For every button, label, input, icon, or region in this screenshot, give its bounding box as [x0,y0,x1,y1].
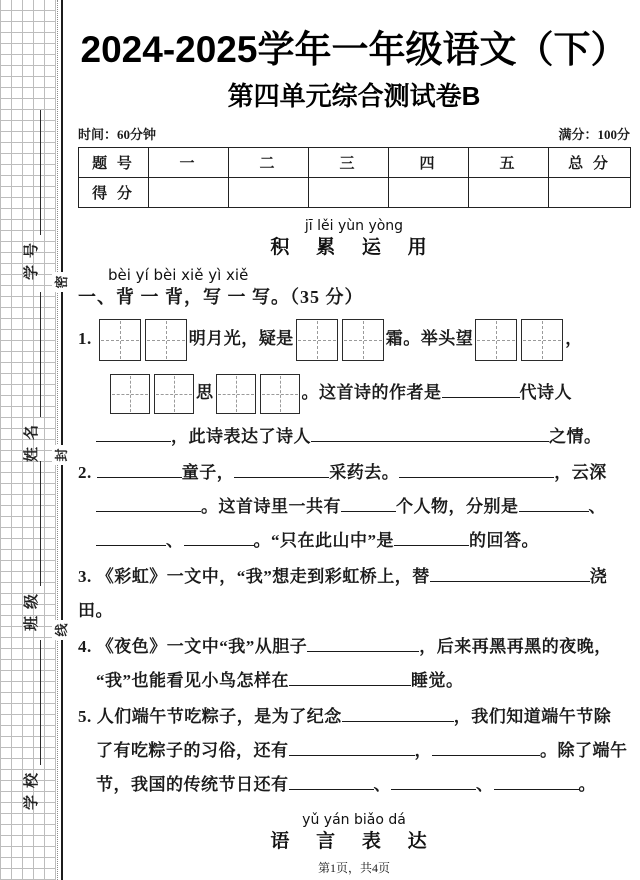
score-table-score-row [79,178,631,208]
seal-char-feng: 封 [52,445,72,465]
question-text: 浇田。 [78,567,608,620]
school-label: 学校 [24,765,40,810]
full-score-label: 满分：100分 [558,127,630,142]
answer-blank [442,380,520,398]
tianzige-writing-box [342,319,384,361]
header-cell-5: 五 [469,148,549,178]
question-text: 。“只在此山中”是 [253,531,394,550]
score-cell [149,178,229,208]
question-number: 2. [78,463,92,482]
question-text: 代诗人 [519,383,572,402]
question-one-title: 一、背 一 背，写 一 写。（35 分） [78,287,364,307]
section-accumulation [78,217,630,261]
question-text: 的回答。 [469,531,539,550]
question-text: ，后来再黑再黑的夜晚， [419,637,612,656]
answer-blank [494,772,579,790]
answer-blank [96,424,171,442]
seal-char-mi: 密 [52,272,72,292]
answer-blank [97,460,182,478]
question-text: 。这首诗里一共有 [201,497,341,516]
tianzige-writing-box [475,319,517,361]
score-row-label: 得 分 [79,178,149,208]
header-cell-2: 二 [229,148,309,178]
question-line [78,420,630,454]
question-text: 人们端午节吃粽子，是为了纪念 [96,707,342,726]
question-line [78,734,630,768]
header-cell-3: 三 [309,148,389,178]
school-blank [25,640,41,765]
footer-page-indicator: 第1页，共4页 [317,861,390,875]
question-text: 霜。举头望 [385,329,474,348]
header-cell-1: 一 [149,148,229,178]
answer-blank [519,494,589,512]
tianzige-writing-box [154,374,194,414]
answer-blank [289,772,374,790]
seal-char-xian: 线 [52,620,72,640]
question-text: ，此诗表达了诗人 [171,427,311,446]
section-accumulation-pinyin: jī lěi yùn yòng [304,218,404,234]
tianzige-writing-box [110,374,150,414]
score-cell [309,178,389,208]
time-label: 时间：60分钟 [78,127,157,142]
question-one-pinyin: bèi yí bèi xiě yì xiě [108,266,249,284]
question-line [78,768,630,802]
question-line [78,630,630,664]
question-line [78,490,630,524]
tianzige-writing-box [296,319,338,361]
answer-blank [307,634,419,652]
question-text: 、 [166,531,184,550]
section-expression-title: 语 言 表 达 [270,831,438,852]
question-number: 4. [78,637,92,656]
question-text: 。 [578,775,596,794]
exam-page [64,0,640,880]
answer-blank [311,424,549,442]
student-number-label: 学号 [24,235,40,280]
question-line [78,456,630,490]
question-text: “我”也能看见小鸟怎样在 [96,671,289,690]
question-number: 3. [78,567,92,586]
question-text: 、 [588,497,606,516]
question-text: 采药去。 [329,463,400,482]
question-text: ， [414,741,432,760]
name-blank [25,292,41,417]
question-line [78,524,630,558]
answer-blank [394,528,469,546]
answer-blank [432,738,540,756]
answer-blank [184,528,254,546]
answer-blank [341,494,396,512]
question-text: 《彩虹》一文中，“我”想走到彩虹桥上，替 [96,567,430,586]
section-expression-pinyin: yǔ yán biǎo dá [302,812,406,828]
answer-blank [342,704,454,722]
question-text: ，云深 [554,463,607,482]
question-text: 了有吃粽子的习俗，还有 [96,741,289,760]
question-one-header [78,266,630,310]
margin-field-school [19,640,41,810]
class-blank [25,461,41,586]
answer-blank [399,460,554,478]
seal-solid-line [61,0,63,880]
question-line [78,700,630,734]
answer-blank [289,668,411,686]
question-text: 、 [373,775,391,794]
tianzige-writing-box [521,319,563,361]
answer-blank [430,564,590,582]
question-text: 《夜色》一文中“我”从胆子 [96,637,308,656]
page-title: 2024-2025学年一年级语文（下） [80,29,628,70]
section-expression [78,811,630,855]
name-label: 姓名 [24,417,40,462]
question-text: 。这首诗的作者是 [301,383,442,402]
tianzige-writing-box [216,374,256,414]
question-text: ，我们知道端午节除 [453,707,612,726]
score-table [78,147,631,208]
section-accumulation-title: 积 累 运 用 [270,237,438,258]
seal-dotted-line [57,0,58,880]
answer-blank [234,460,329,478]
score-cell [549,178,631,208]
score-cell [229,178,309,208]
answer-blank [289,738,415,756]
question-text: 个人物，分别是 [396,497,519,516]
answer-blank [96,528,166,546]
question-text: 童子， [181,463,235,482]
answer-blank [391,772,476,790]
score-cell [389,178,469,208]
header-cell-total: 总 分 [549,148,631,178]
question-text: 睡觉。 [411,671,464,690]
question-line [78,366,630,420]
margin-field-name [19,292,41,462]
question-text: 明月光，疑是 [188,329,294,348]
header-cell-4: 四 [389,148,469,178]
margin-field-class [19,461,41,631]
question-text: ， [565,329,583,348]
score-table-header-row [79,148,631,178]
question-text: 、 [476,775,494,794]
answer-blank [96,494,201,512]
question-line [78,560,630,628]
margin-field-student-number [19,110,41,280]
tianzige-writing-box [99,319,141,361]
tianzige-writing-box [145,319,187,361]
exam-meta-row [78,126,630,144]
student-number-blank [25,110,41,235]
question-text: 之情。 [549,427,602,446]
class-label: 班级 [24,586,40,631]
tianzige-writing-box [260,374,300,414]
question-line [78,664,630,698]
page-subtitle: 第四单元综合测试卷B [227,81,481,111]
score-cell [469,178,549,208]
question-text: 节，我国的传统节日还有 [96,775,289,794]
question-number: 1. [78,329,92,348]
question-line [78,312,630,366]
question-number: 5. [78,707,92,726]
question-text: 思 [196,383,214,402]
question-text: 。除了端午 [540,741,628,760]
header-cell-question-number: 题 号 [79,148,149,178]
